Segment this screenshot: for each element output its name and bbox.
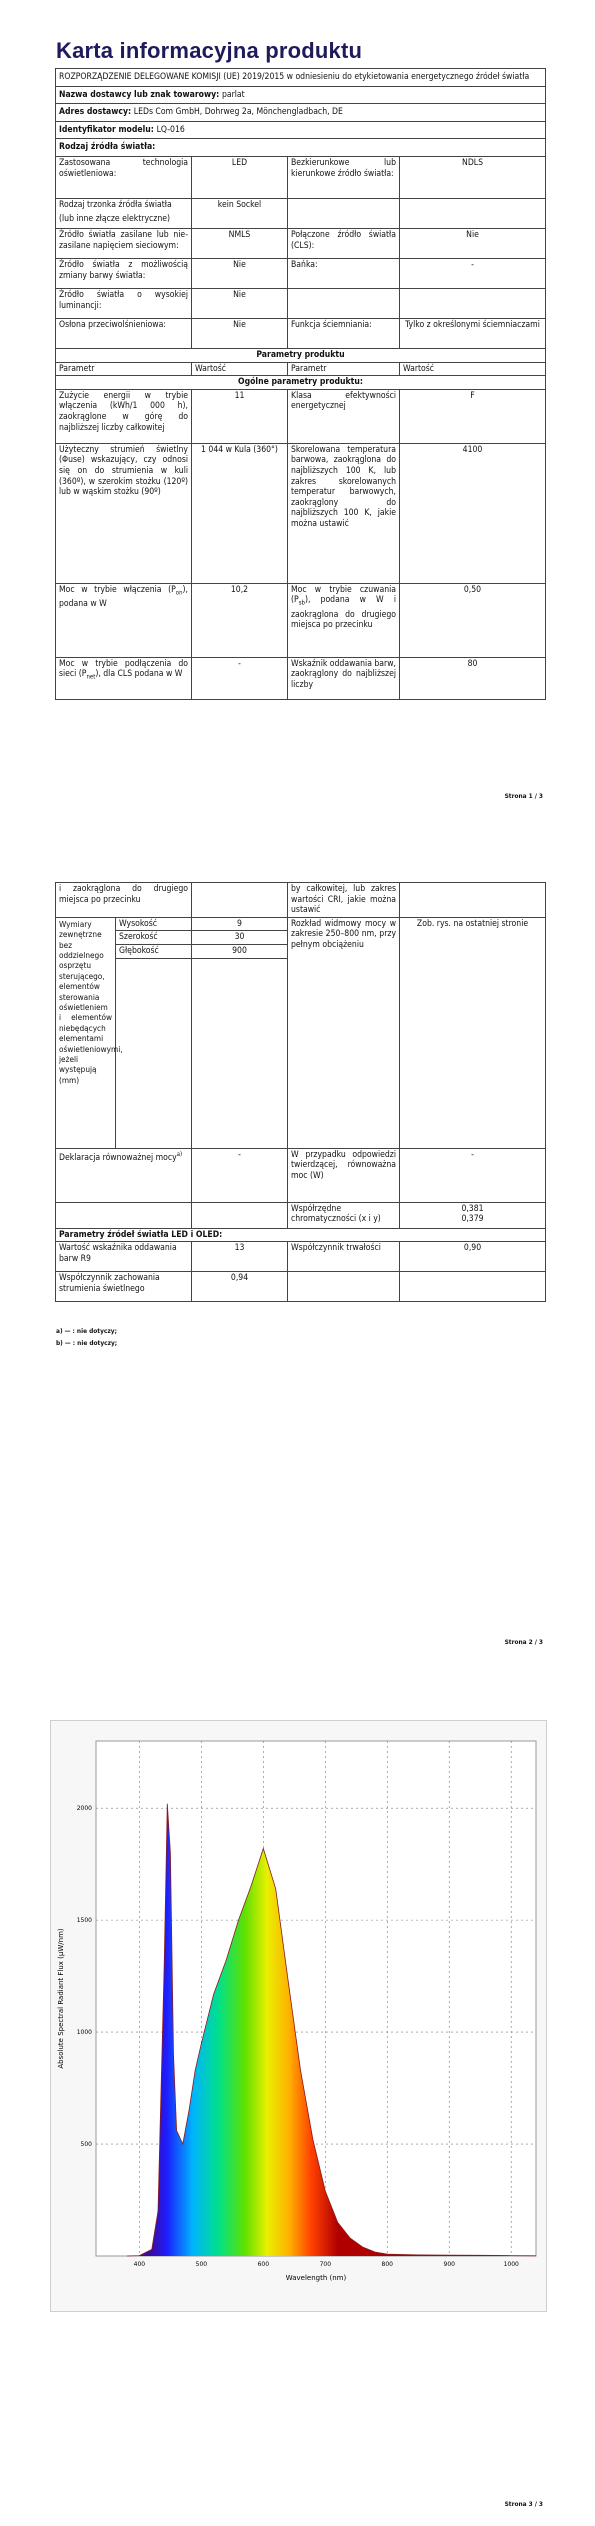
x-tick-label: 700 [319,2261,332,2268]
address-row [56,104,546,122]
class-label: Klasa efektywności energetycznej [288,389,400,443]
chroma-label: Współrzędne chromatyczności (x i y) [288,1202,400,1228]
x-tick-label: 600 [257,2261,270,2268]
height-label: Wysokość [116,917,192,931]
hl-empty-2 [400,288,546,318]
class-value: F [400,389,546,443]
equiv-label: Deklaracja równoważnej mocy$^{a)}$ [56,1148,192,1202]
chroma-empty-1 [56,1202,192,1228]
nondir-label: Bezkierunkowe lub kierunkowe źródło światła: [288,156,400,198]
page-title: Karta informacyjna produktu [56,38,363,63]
tunable-label: Źródło światła z możliwością zmiany barwy światła: [56,258,192,288]
tech-value: LED [192,156,288,198]
r9-label: Wartość wskaźnika oddawania barw R9 [56,1242,192,1272]
supplier-label: Nazwa dostawcy lub znak towarowy: [59,89,220,100]
maint-value: 0,94 [192,1272,288,1302]
spectrum-chart [50,1720,547,2312]
nondir-value: NDLS [400,156,546,198]
cap-empty-2 [400,198,546,228]
dims-label: Wymiary zewnętrzne bez oddzielnego osprzętu sterującego, elementów sterowania oświetleniem i elementów niebędących elementami oświetleniowymi, jeżeli występują (mm) [56,917,116,1148]
chroma-empty-2 [192,1202,288,1228]
maint-label: Współczynnik zachowania strumienia świetlnego [56,1272,192,1302]
model-row [56,121,546,139]
y-tick-label: 2000 [76,1805,92,1813]
page-number-3: Strona 3 / 3 [504,2500,543,2508]
cct-label: Skorelowana temperatura barwowa, zaokrąglona do najbliższych 100 K, lub zakres skorelowanych temperatur barwowych, zaokrąglony do najbliższych 100 K, jakie można ustawić [288,443,400,583]
depth-value: 900 [192,944,288,958]
cct-value: 4100 [400,443,546,583]
model-value: LQ-016 [156,124,185,135]
pnet-value: - [192,657,288,699]
spectrum-svg [51,1721,546,2311]
x-tick-label: 800 [381,2261,393,2268]
dims-empty-1 [116,958,192,1148]
chroma-y: 0,379 [461,1214,484,1225]
footnote-a: a) — : nie dotyczy; [56,1327,117,1335]
cri-label-cont: by całkowitej, lub zakres wartości CRI, jakie można ustawić [288,883,400,918]
product-info-table-cont [55,882,546,1302]
width-value: 30 [192,931,288,945]
hl-empty-1 [288,288,400,318]
address-value: LEDs Com GmbH, Dohrweg 2a, Mönchengladbach, DE [133,107,343,118]
dims-empty-2 [192,958,288,1148]
glare-value: Nie [192,318,288,348]
claim-label: W przypadku odpowiedzi twierdzącej, równoważna moc (W) [288,1148,400,1202]
cri-cont-empty [400,883,546,918]
energy-label: Zużycie energii w trybie włączenia (kWh/1 000 h), zaokrąglone w górę do najbliższej liczby całkowitej [56,389,192,443]
mains-value: NMLS [192,228,288,258]
cap-empty-1 [288,198,400,228]
y-axis-label: Absolute Spectral Radiant Flux (μW/nm) [57,1928,65,2069]
product-info-table [55,68,546,700]
r9-value: 13 [192,1242,288,1272]
spd-value: Zob. rys. na ostatniej stronie [400,917,546,1148]
page-1 [0,0,595,835]
depth-label: Głębokość [116,944,192,958]
page-2 [0,870,595,1670]
dim-value: Tylko z określonymi ściemniaczami [400,318,546,348]
width-label: Szerokość [116,931,192,945]
claim-value: - [400,1148,546,1202]
tunable-value: Nie [192,258,288,288]
cls-value: Nie [400,228,546,258]
envelope-value: - [400,258,546,288]
x-tick-label: 1000 [503,2261,519,2268]
x-tick-label: 900 [443,2261,455,2268]
page-3 [0,1700,595,2526]
pon-label: Moc w trybie włączenia $(P_{on})$, podana w W [56,583,192,657]
cap-label-2: (lub inne złącze elektryczne) [59,213,171,224]
cap-label-cell [56,198,192,228]
chroma-values [400,1202,546,1228]
x-tick-label: 400 [133,2261,146,2268]
footnotes [56,1325,117,1349]
energy-value: 11 [192,389,288,443]
envelope-label: Bańka: [288,258,400,288]
hl-value: Nie [192,288,288,318]
spd-label: Rozkład widmowy mocy w zakresie 250–800 nm, przy pełnym obciążeniu [288,917,400,1148]
flux-value: 1 044 w Kula (360°) [192,443,288,583]
source-type-header: Rodzaj źródła światła: [56,139,546,157]
glare-label: Osłona przeciwolśnieniowa: [56,318,192,348]
survival-label: Współczynnik trwałości [288,1242,400,1272]
col-param-2: Parametr [288,362,400,376]
y-tick-label: 500 [80,2141,92,2149]
y-tick-label: 1000 [76,2029,92,2037]
pnet-cont-empty [192,883,288,918]
pnet-label: Moc w trybie podłączenia do sieci $(P_{net})$, dla CLS podana w W [56,657,192,699]
col-param-1: Parametr [56,362,192,376]
cri-label: Wskaźnik oddawania barw, zaokrąglony do najbliższej liczby [288,657,400,699]
model-label: Identyfikator modelu: [59,124,154,135]
hl-label: Źródło światła o wysokiej luminancji: [56,288,192,318]
page-number-1: Strona 1 / 3 [504,792,543,800]
maint-empty-1 [288,1272,400,1302]
x-tick-label: 500 [195,2261,208,2268]
page-number-2: Strona 2 / 3 [504,1638,543,1646]
flux-label: Użyteczny strumień świetlny (Φuse) wskazujący, czy odnosi się on do strumienia w kuli (360º), w szerokim stożku (120º) lub w wąskim stożku (90º) [56,443,192,583]
survival-value: 0,90 [400,1242,546,1272]
mains-label: Źródło światła zasilane lub nie-zasilane napięciem sieciowym: [56,228,192,258]
chroma-x: 0,381 [461,1203,484,1214]
params-header: Parametry produktu [56,348,546,362]
equiv-value: - [192,1148,288,1202]
pnet-label-cont: i zaokrąglona do drugiego miejsca po przecinku [56,883,192,918]
dim-label: Funkcja ściemniania: [288,318,400,348]
psb-value: 0,50 [400,583,546,657]
maint-empty-2 [400,1272,546,1302]
general-header: Ogólne parametry produktu: [56,376,546,390]
psb-label: Moc w trybie czuwania $(P_{sb})$, podana w W i zaokrąglona do drugiego miejsca po przecinku [288,583,400,657]
col-value-2: Wartość [400,362,546,376]
address-label: Adres dostawcy: [59,107,132,118]
supplier-row [56,86,546,104]
tech-label: Zastosowana technologia oświetleniowa: [56,156,192,198]
pon-value: 10,2 [192,583,288,657]
y-tick-label: 1500 [76,1917,92,1925]
cap-value: kein Sockel [192,198,288,228]
x-axis-label: Wavelength (nm) [285,2274,347,2282]
cls-label: Połączone źródło światła (CLS): [288,228,400,258]
height-value: 9 [192,917,288,931]
footnote-b: b) — : nie dotyczy; [56,1339,118,1347]
cap-label: Rodzaj trzonka źródła światła [59,199,172,210]
supplier-value: parlat [221,89,245,100]
cri-value: 80 [400,657,546,699]
regulation-text: ROZPORZĄDZENIE DELEGOWANE KOMISJI (UE) 2019/2015 w odniesieniu do etykietowania energetycznego źródeł światła [56,69,546,87]
col-value-1: Wartość [192,362,288,376]
led-header: Parametry źródeł światła LED i OLED: [56,1228,546,1242]
